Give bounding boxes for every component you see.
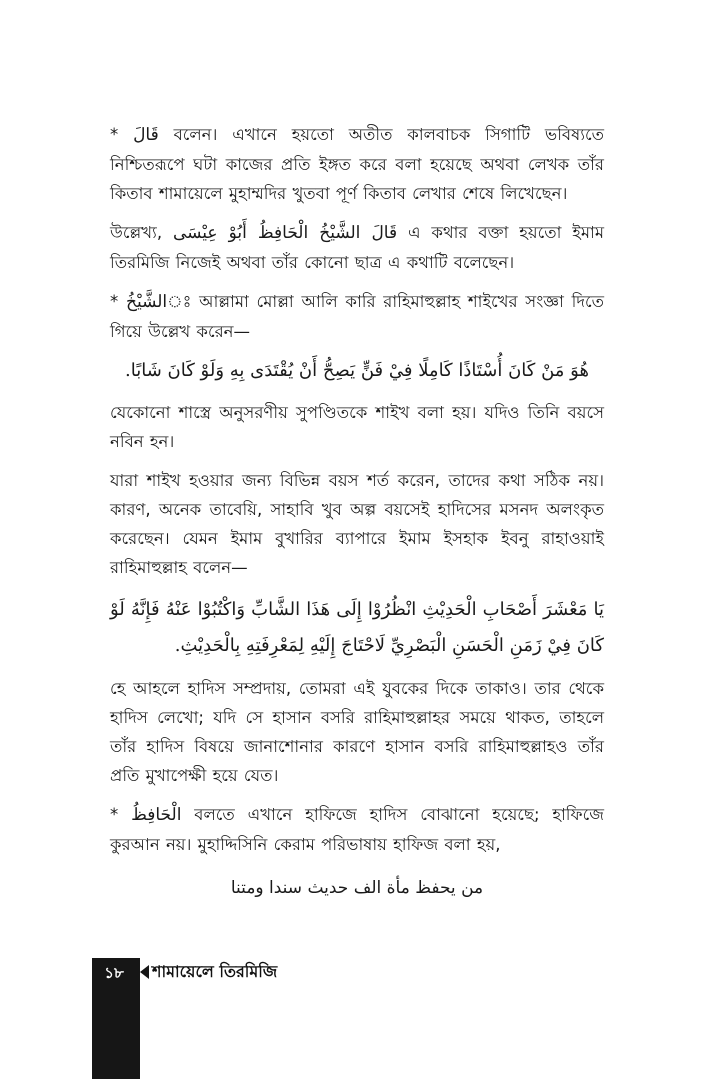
asterisk: * <box>110 125 119 144</box>
paragraph-prefix: উল্লেখ্য, <box>110 223 163 242</box>
paragraph-text: বলেন। এখানে হয়তো অতীত কালবাচক সিগাটি ভবিষ্যতে নিশ্চিতরূপে ঘটা কাজের প্রতি ইঙ্গত করে বলা হয়েছে অথবা লেখক তাঁর কিতাব শামায়েলে মুহাম্মদির খুতবা পূর্ণ কিতাব লেখার শেষে লিখেছেন। <box>110 125 605 203</box>
paragraph-qala-shaikh <box>110 218 604 277</box>
triangle-left-icon <box>140 965 149 979</box>
arabic-hafiz-definition: من يحفظ مأة الف حديث سندا ومتنا <box>230 878 484 898</box>
paragraph-text: এ কথার বক্তা হয়তো ইমাম তিরমিজি নিজেই অথবা তাঁর কোনো ছাত্র এ কথাটি বলেছেন। <box>110 223 604 272</box>
paragraph-text: ঃ আল্লামা মোল্লা আলি কারি রাহিমাহুল্লাহ শাইখের সংজ্ঞা দিতে গিয়ে উল্লেখ করেন— <box>110 292 605 341</box>
paragraph-translation: যেকোনো শাস্ত্রে অনুসরণীয় সুপণ্ডিতকে শাইখ বলা হয়। যদিও তিনি বয়সে নবিন হন। <box>110 403 604 451</box>
page-number: ১৮ <box>104 964 124 982</box>
arabic-quote-definition: هُوَ مَنْ كَانَ أُسْتَاذًا كَامِلًا فِيْ فَنٍّ يَصِحُّ أَنْ يُقْتَدَى بِهِ وَلَوْ كَانَ شَابًا. <box>125 360 589 381</box>
book-title: শামায়েলে তিরমিজি <box>152 962 278 981</box>
page-body <box>110 120 604 903</box>
paragraph-qala <box>110 120 604 208</box>
paragraph-shaikh-definition <box>110 287 604 346</box>
paragraph-hafiz <box>110 800 604 859</box>
asterisk: * <box>110 292 119 311</box>
paragraph-quote-translation: হে আহলে হাদিস সম্প্রদায়, তোমরা এই যুবকের দিকে তাকাও। তার থেকে হাদিস লেখো; যদি সে হাসান বসরি রাহিমাহুল্লাহর সময়ে থাকত, তাহলে তাঁর হাদিস বিষয়ে জানাশোনার কারণে হাসান বসরি রাহিমাহুল্লাহও তাঁর প্রতি মুখাপেক্ষী হয়ে যেত। <box>110 679 604 785</box>
arabic-term-qala: قَالَ <box>133 125 159 145</box>
arabic-quote-ishaq: يَا مَعْشَرَ أَصْحَابِ الْحَدِيْثِ انْظُرُوْا إِلَى هَذَا الشَّابِّ وَاكْتُبُوْا عَنْهُ فَإِنَّهُ لَوْ كَانَ فِيْ زَمَنِ الْحَسَنِ الْبَصْرِيِّ لَاحْتَاجَ إِلَيْهِ لِمَعْرِفَتِهِ بِالْحَدِيْثِ. <box>110 599 604 656</box>
arabic-term-hafiz: الْحَافِظُ <box>131 805 182 825</box>
arabic-term-shaikh: الشَّيْخُ <box>125 292 168 312</box>
paragraph-text: বলতে এখানে হাফিজে হাদিস বোঝানো হয়েছে; হাফিজে কুরআন নয়। মুহাদ্দিসিনি কেরাম পরিভাষায় হাফিজ বলা হয়, <box>110 805 604 854</box>
paragraph-age-condition: যারা শাইখ হওয়ার জন্য বিভিন্ন বয়স শর্ত করেন, তাদের কথা সঠিক নয়। কারণ, অনেক তাবেয়ি, সাহাবি খুব অল্প বয়সেই হাদিসের মসনদ অলংকৃত করেছেন। যেমন ইমাম বুখারির ব্যাপারে ইমাম ইসহাক ইবনু রাহাওয়াই রাহিমাহুল্লাহ বলেন— <box>110 471 604 577</box>
arabic-phrase-qala-shaikh: قَالَ الشَّيْخُ الْحَافِظُ أَبُوْ عِيْسَى <box>172 223 398 243</box>
asterisk: * <box>110 805 119 824</box>
